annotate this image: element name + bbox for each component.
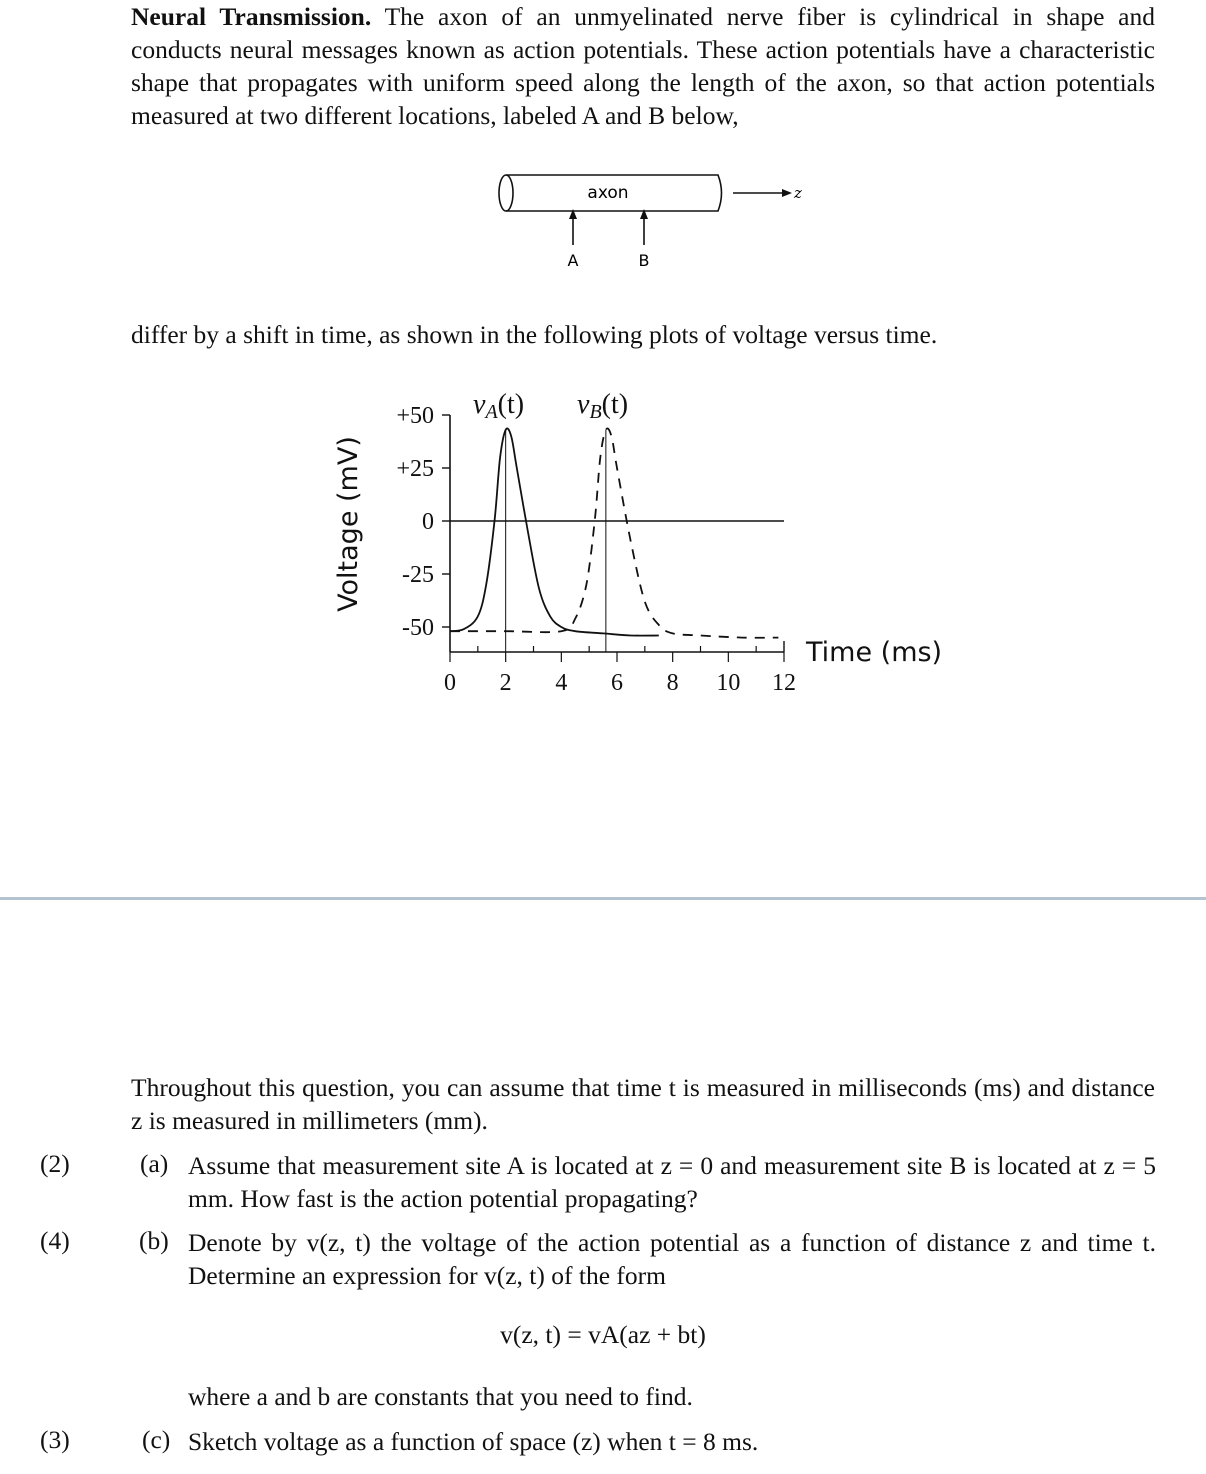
where-text: where a and b are constants that you need to find. [188, 1382, 693, 1411]
x-axis-title: Time (ms) [806, 637, 943, 668]
question-b-text: Denote by v(z, t) the voltage of the action potential as a function of distance z and time t. Determine an expression for v(z, t) of the form [188, 1228, 1156, 1290]
y-tick-label: +25 [396, 456, 434, 482]
x-tick-label: 12 [772, 670, 796, 696]
z-label: z [794, 184, 802, 202]
x-tick-label: 4 [555, 670, 568, 696]
intro-text: The axon of an unmyelinated nerve fiber is cylindrical in shape and conducts neural messages known as action potentials. These action potentials have a characteristic shape that propagates with uniform speed along the length of the axon, so that action potentials measured at two different locations, labeled A and B below, [131, 2, 1155, 130]
x-tick-label: 0 [444, 670, 456, 696]
question-a-label: (a) [140, 1149, 169, 1178]
middle-text: differ by a shift in time, as shown in the following plots of voltage versus time. [131, 320, 938, 349]
y-tick-label: +50 [396, 403, 434, 429]
x-tick-label: 10 [716, 670, 741, 696]
site-b-label: B [638, 251, 650, 270]
label-vb: vB(t) [577, 389, 629, 423]
series-va-line [450, 428, 659, 635]
question-b-label: (b) [139, 1226, 169, 1255]
question-b-marks: (4) [40, 1226, 70, 1255]
y-tick-label: 0 [422, 509, 434, 535]
question-c-label: (c) [142, 1425, 171, 1454]
page-divider [0, 897, 1206, 900]
y-axis-title: Voltage (mV) [333, 436, 364, 612]
label-va: vA(t) [473, 389, 525, 423]
voltage-chart [0, 0, 1206, 720]
axon-label: axon [587, 183, 629, 203]
question-c-text: Sketch voltage as a function of space (z) when t = 8 ms. [188, 1427, 759, 1456]
intro-title: Neural Transmission. [131, 2, 372, 31]
y-tick-label: -50 [402, 615, 434, 641]
question-c-marks: (3) [40, 1425, 70, 1454]
equation: v(z, t) = vA(az + bt) [500, 1320, 706, 1349]
site-a-label: A [567, 251, 579, 270]
y-tick-label: -25 [402, 562, 434, 588]
x-tick-label: 2 [499, 670, 512, 696]
assumption-text: Throughout this question, you can assume that time t is measured in milliseconds (ms) and distance z is measured in millimeters (mm). [131, 1073, 1155, 1135]
x-tick-label: 8 [666, 670, 679, 696]
question-a-marks: (2) [40, 1149, 70, 1178]
x-tick-label: 6 [611, 670, 623, 696]
question-a-text: Assume that measurement site A is located at z = 0 and measurement site B is located at z = 5 mm. How fast is the action potential propagating? [188, 1151, 1156, 1213]
